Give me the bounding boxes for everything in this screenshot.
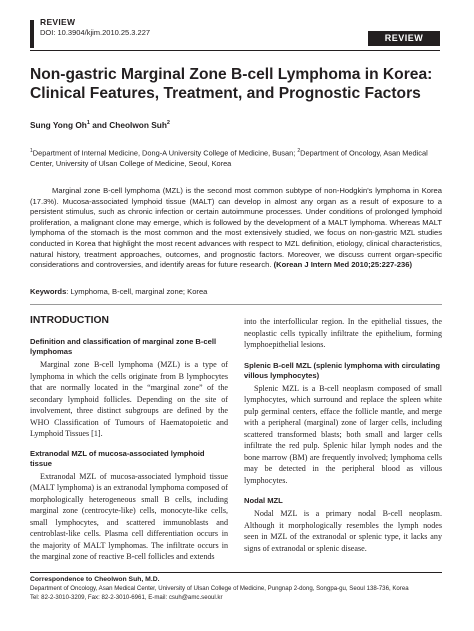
correspondence-title: Correspondence to Cheolwon Suh, M.D. [30, 576, 160, 583]
abstract-citation: (Korean J Intern Med 2010;25:227-236) [273, 260, 412, 270]
affil-mark: 1 [30, 148, 33, 154]
abstract [30, 186, 442, 271]
author-affil-mark: 1 [86, 120, 90, 127]
paragraph: into the interfollicular region. In the epithelial tissues, the neoplastic cells typically infiltrate the epithelium, forming lymphoepithelial lesions. [244, 317, 442, 349]
affiliation-text: Department of Oncology, Asan Medical Center, University of Ulsan College of Medicine, Seoul, Korea [30, 148, 428, 168]
affiliation-text: Department of Internal Medicine, Dong-A University College of Medicine, Busan; [32, 148, 298, 158]
affiliations [30, 146, 442, 169]
keywords-label: Keywords [30, 287, 67, 296]
header-marker-bar [30, 20, 34, 48]
paragraph: Splenic MZL is a B-cell neoplasm composed of small lymphocytes, which surround and replace the spleen white pulp germinal centers, efface the follicle mantle, and merge with a peripheral (marginal) zone of larger cells, including scattered transformed blasts; both small and larger cells infiltrate the red pulp. Splenic hilar lymph nodes and the bone marrow (BM) are frequently involved; lymphoma cells may be detected in the peripheral blood as villous lymphocytes. [244, 383, 442, 485]
subsection-heading: Definition and classification of marginal zone B-cell lymphomas [30, 337, 217, 356]
subsection-heading: Splenic B-cell MZL (splenic lymphoma with circulating villous lymphocytes) [244, 360, 441, 380]
header-rule [30, 50, 440, 51]
correspondence-contact: Tel: 82-2-3010-3209, Fax: 82-2-3010-6961, E-mail: csuh@amc.seoul.kr [30, 593, 223, 601]
author-affil-mark: 2 [166, 120, 170, 127]
doi-text: DOI: 10.3904/kjim.2010.25.3.227 [40, 28, 151, 37]
section-divider [30, 304, 442, 305]
subsection-heading: Nodal MZL [244, 496, 283, 505]
subsection-heading: Extranodal MZL of mucosa-associated lymphoid tissue [30, 448, 205, 468]
article-title: Non-gastric Marginal Zone B-cell Lymphoma in Korea: Clinical Features, Treatment, and Prognostic Factors [30, 66, 433, 102]
author-name: Sung Yong Oh [30, 120, 87, 130]
author-list [30, 120, 170, 130]
keywords [30, 287, 207, 296]
footer-rule [30, 572, 442, 573]
abstract-body: Marginal zone B-cell lymphoma (MZL) is the second most common subtype of non-Hodgkin's lymphoma in Korea (17.3%). Mucosa-associated lymphoid tissue (MALT) can develop in almost any organ as a result of exposure to a persistent stimulus, such as chronic infection or certain autoimmune processes. Under conditions of prolonged lymphoid proliferation, a malignant clone may emerge, which is followed by the development of a MALT lymphoma. Whereas MALT lymphoma of the stomach is the most common and the most extensively studied, we focus on non-gastric MZL studies conducted in Korea that highlight the most recent advances with respect to MZL definition, etiology, clinical characteristics, natural history, treatment approaches, outcomes, and prognostic factors. Moreover, we discuss current organ-specific considerations and controversies, and identify areas for future research. [30, 186, 442, 270]
paragraph: Extranodal MZL of mucosa-associated lymphoid tissue (MALT lymphoma) is an extranodal lymphoma composed of morphologically heterogeneous small B cells, including marginal zone (centrocyte-like) cells, monocyte-like cells, small lymphocytes, and scattered immunoblasts and centroblast-like cells. Plasma cell differentiation occurs in the majority of MALT lymphomas. The infiltrate occurs in the marginal zone of reactive B-cell follicles and extends [30, 471, 228, 561]
paragraph: Marginal zone B-cell lymphoma (MZL) is a type of lymphoma in which the cells originate from B lymphocytes that are normally located in the “marginal zone” of the secondary lymphoid follicles. Depending on the site of involvement, three distinct subgroups are defined by the WHO Classification of Tumours of Haematopoietic and Lymphoid Tissues [1]. [30, 360, 228, 438]
correspondence-address: Department of Oncology, Asan Medical Center, University of Ulsan College of Medicine, Pungnap 2-dong, Songpa-gu, Seoul 138-736, Korea [30, 585, 409, 592]
keywords-text: : Lymphoma, B-cell, marginal zone; Korea [66, 287, 208, 296]
left-column [30, 315, 228, 563]
review-badge: REVIEW [368, 31, 440, 46]
article-type-label: REVIEW [40, 17, 76, 27]
author-conjunction: and [89, 120, 110, 130]
section-heading: INTRODUCTION [30, 315, 109, 326]
paragraph: Nodal MZL is a primary nodal B-cell neoplasm. Although it morphologically resembles the lymph nodes seen in MZL of the extranodal or splenic type, it lacks any signs of extranodal or splenic disease. [244, 509, 442, 553]
right-column [244, 316, 442, 554]
correspondence-details [30, 585, 450, 602]
author-name: Cheolwon Suh [109, 120, 167, 130]
affil-mark: 2 [297, 148, 301, 154]
